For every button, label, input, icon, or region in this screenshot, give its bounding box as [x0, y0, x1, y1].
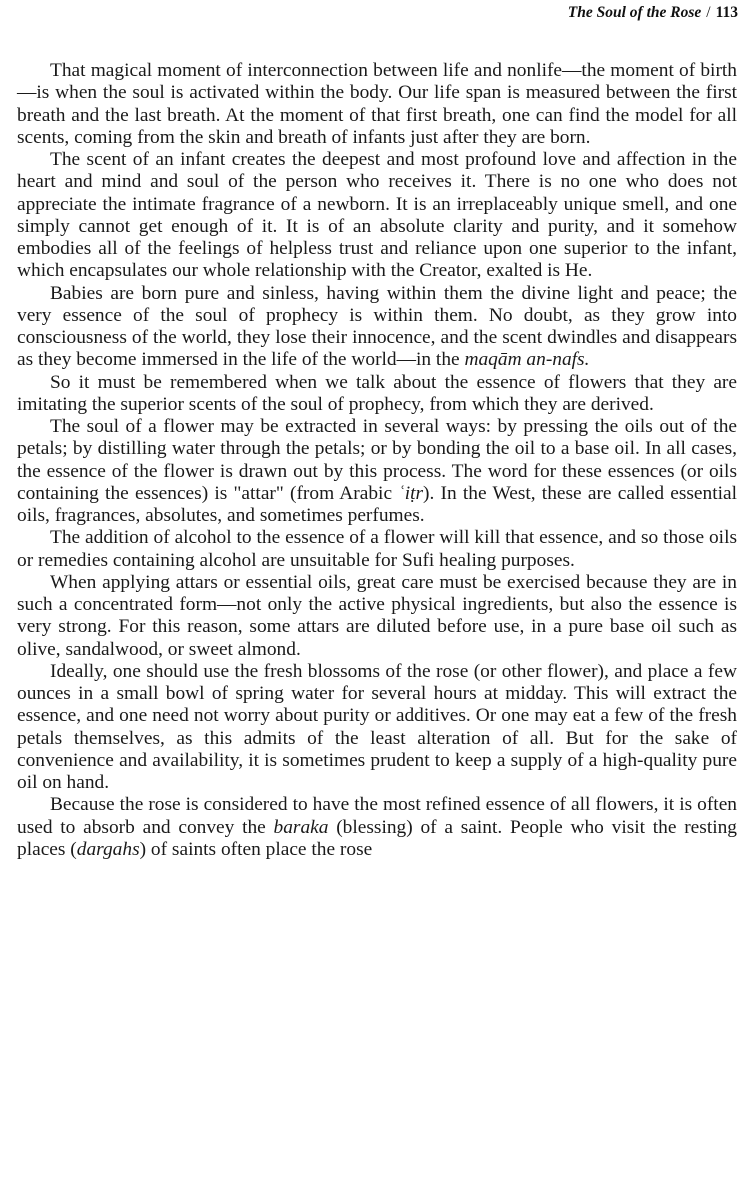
text-run: ). In the West, these are called essential oils, fragrances, absolutes, and sometimes perfumes. — [17, 482, 737, 526]
text-run: Babies are born pure and sinless, having within them the divine light and peace; the very essence of the soul of prophecy is within them. No doubt, as they grow into consciousness of the world, they lose their innocence, and the scent dwindles and disappears as they become immersed in the life of the world—in the — [17, 282, 737, 371]
italic-term: ʿiṭr — [398, 482, 424, 504]
running-title: The Soul of the Rose — [567, 4, 702, 21]
italic-term: baraka — [273, 816, 329, 838]
text-run: So it must be remembered when we talk about the essence of flowers that they are imitating the superior scents of the soul of prophecy, from which they are derived. — [17, 371, 737, 415]
text-run: (blessing) of a saint. People who visit the resting places ( — [17, 816, 737, 860]
text-run: The addition of alcohol to the essence of a flower will kill that essence, and so those oils or remedies containing alcohol are unsuitable for Sufi healing purposes. — [17, 527, 737, 571]
italic-term: maqām an-nafs. — [464, 349, 590, 371]
paragraph — [17, 661, 737, 795]
paragraph — [17, 527, 737, 572]
text-run: Because the rose is considered to have the most refined essence of all flowers, it is often used to absorb and convey the — [17, 794, 737, 838]
paragraph — [17, 572, 737, 661]
text-run: The scent of an infant creates the deepest and most profound love and affection in the heart and mind and soul of the person who receives it. There is no one who does not appreciate the intimate fragrance of a newborn. It is an irreplaceably unique smell, and one simply cannot get enough of it. It is of an absolute clarity and purity, and it somehow embodies all of the feelings of helpless trust and reliance upon one superior to the infant, which encapsulates our whole relationship with the Creator, exalted is He. — [17, 149, 737, 282]
running-header — [568, 4, 738, 22]
paragraph — [17, 149, 737, 283]
page-number: 113 — [715, 4, 738, 21]
paragraph — [17, 416, 737, 527]
text-run: When applying attars or essential oils, great care must be exercised because they are in such a concentrated form—not only the active physical ingredients, but also the essence is very strong. For this reason, some attars are diluted before use, in a pure base oil such as olive, sandalwood, or sweet almond. — [17, 571, 737, 660]
italic-term: dargahs — [76, 838, 140, 860]
paragraph — [17, 794, 737, 861]
paragraph — [17, 283, 737, 372]
body-text — [17, 60, 737, 861]
text-run: ) of saints often place the rose — [139, 838, 373, 860]
text-run: That magical moment of interconnection between life and nonlife—the moment of birth—is when the soul is activated within the body. Our life span is measured between the first breath and the last breath. At the moment of that first breath, one can find the model for all scents, coming from the skin and breath of infants just after they are born. — [17, 60, 737, 148]
paragraph — [17, 60, 737, 149]
text-run: Ideally, one should use the fresh blossoms of the rose (or other flower), and place a few ounces in a small bowl of spring water for several hours at midday. This will extract the essence, and one need not worry about purity or additives. Or one may eat a few of the fresh petals themselves, as this admits of the least alteration of all. But for the sake of convenience and availability, it is sometimes prudent to keep a supply of a high-quality pure oil on hand. — [17, 660, 737, 793]
paragraph — [17, 372, 737, 417]
header-separator: / — [706, 4, 711, 21]
text-run: The soul of a flower may be extracted in several ways: by pressing the oils out of the petals; by distilling water through the petals; or by bonding the oil to a base oil. In all cases, the essence of the flower is drawn out by this process. The word for these essences (or oils containing the essences) is "attar" (from Arabic — [17, 416, 737, 504]
